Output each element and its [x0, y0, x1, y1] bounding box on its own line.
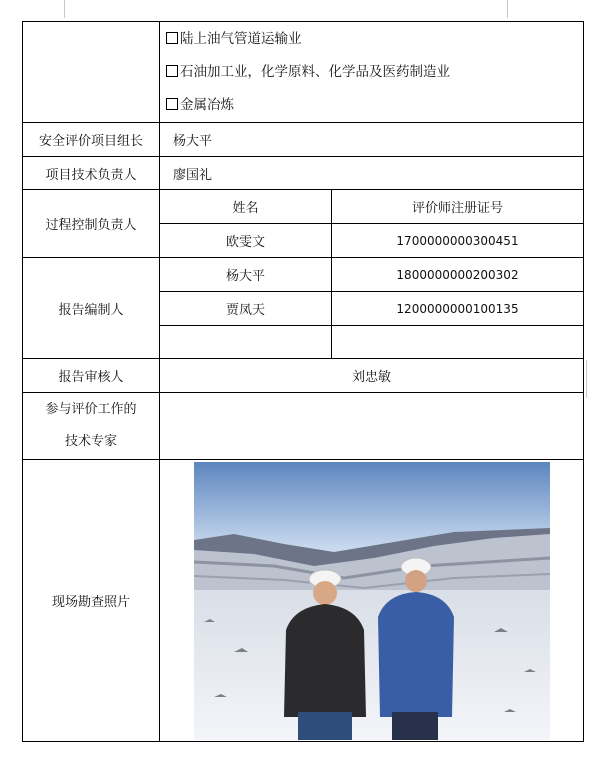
- report-author-cert: 1800000000200302: [332, 258, 584, 292]
- reviewer-row: [23, 359, 584, 393]
- industry-option-metal-smelting[interactable]: 金属冶炼: [160, 89, 583, 122]
- report-author-row: [23, 258, 584, 292]
- site-photo-cell: [160, 460, 584, 742]
- experts-label-line2: 技术专家: [64, 434, 117, 449]
- industry-options-cell: [160, 22, 584, 123]
- industry-row: [23, 22, 584, 123]
- team-leader-label: 安全评价项目组长: [23, 123, 160, 157]
- report-authors-label: 报告编制人: [23, 258, 160, 359]
- process-control-cert: 1700000000300451: [332, 224, 584, 258]
- process-control-name: 欧雯文: [160, 224, 332, 258]
- industry-label-cell: [23, 22, 160, 123]
- process-control-header-row: [23, 190, 584, 224]
- experts-value: [160, 393, 584, 460]
- reviewer-value: 刘忠敏: [160, 359, 584, 393]
- page-corner-mark-right: [507, 0, 508, 18]
- report-author-cert: 1200000000100135: [332, 292, 584, 326]
- site-photo-row: [23, 460, 584, 742]
- page-side-mark: [586, 360, 587, 398]
- report-author-name: 贾凤天: [160, 292, 332, 326]
- industry-option-pipeline[interactable]: 陆上油气管道运输业: [160, 23, 583, 56]
- site-photo-label: 现场勘查照片: [23, 460, 160, 742]
- photo-snow-ground: [194, 590, 550, 740]
- site-survey-photo: [194, 462, 550, 740]
- process-control-label: 过程控制负责人: [23, 190, 160, 258]
- page-corner-mark-left: [64, 0, 65, 18]
- checkbox-icon[interactable]: [166, 98, 178, 110]
- experts-row: [23, 393, 584, 460]
- checkbox-icon[interactable]: [166, 32, 178, 44]
- report-author-name: [160, 326, 332, 359]
- evaluation-info-table: [22, 21, 584, 742]
- tech-lead-label: 项目技术负责人: [23, 157, 160, 190]
- checkbox-icon[interactable]: [166, 65, 178, 77]
- report-author-name: 杨大平: [160, 258, 332, 292]
- column-header-name: 姓名: [160, 190, 332, 224]
- column-header-cert: 评价师注册证号: [332, 190, 584, 224]
- team-leader-value: 杨大平: [160, 123, 584, 157]
- reviewer-label: 报告审核人: [23, 359, 160, 393]
- experts-label-line1: 参与评价工作的: [45, 402, 137, 417]
- report-author-cert: [332, 326, 584, 359]
- tech-lead-value: 廖国礼: [160, 157, 584, 190]
- tech-lead-row: [23, 157, 584, 190]
- team-leader-row: [23, 123, 584, 157]
- industry-option-petroleum-chemical[interactable]: 石油加工业，化学原料、化学品及医药制造业: [160, 56, 583, 89]
- experts-label: [23, 393, 160, 460]
